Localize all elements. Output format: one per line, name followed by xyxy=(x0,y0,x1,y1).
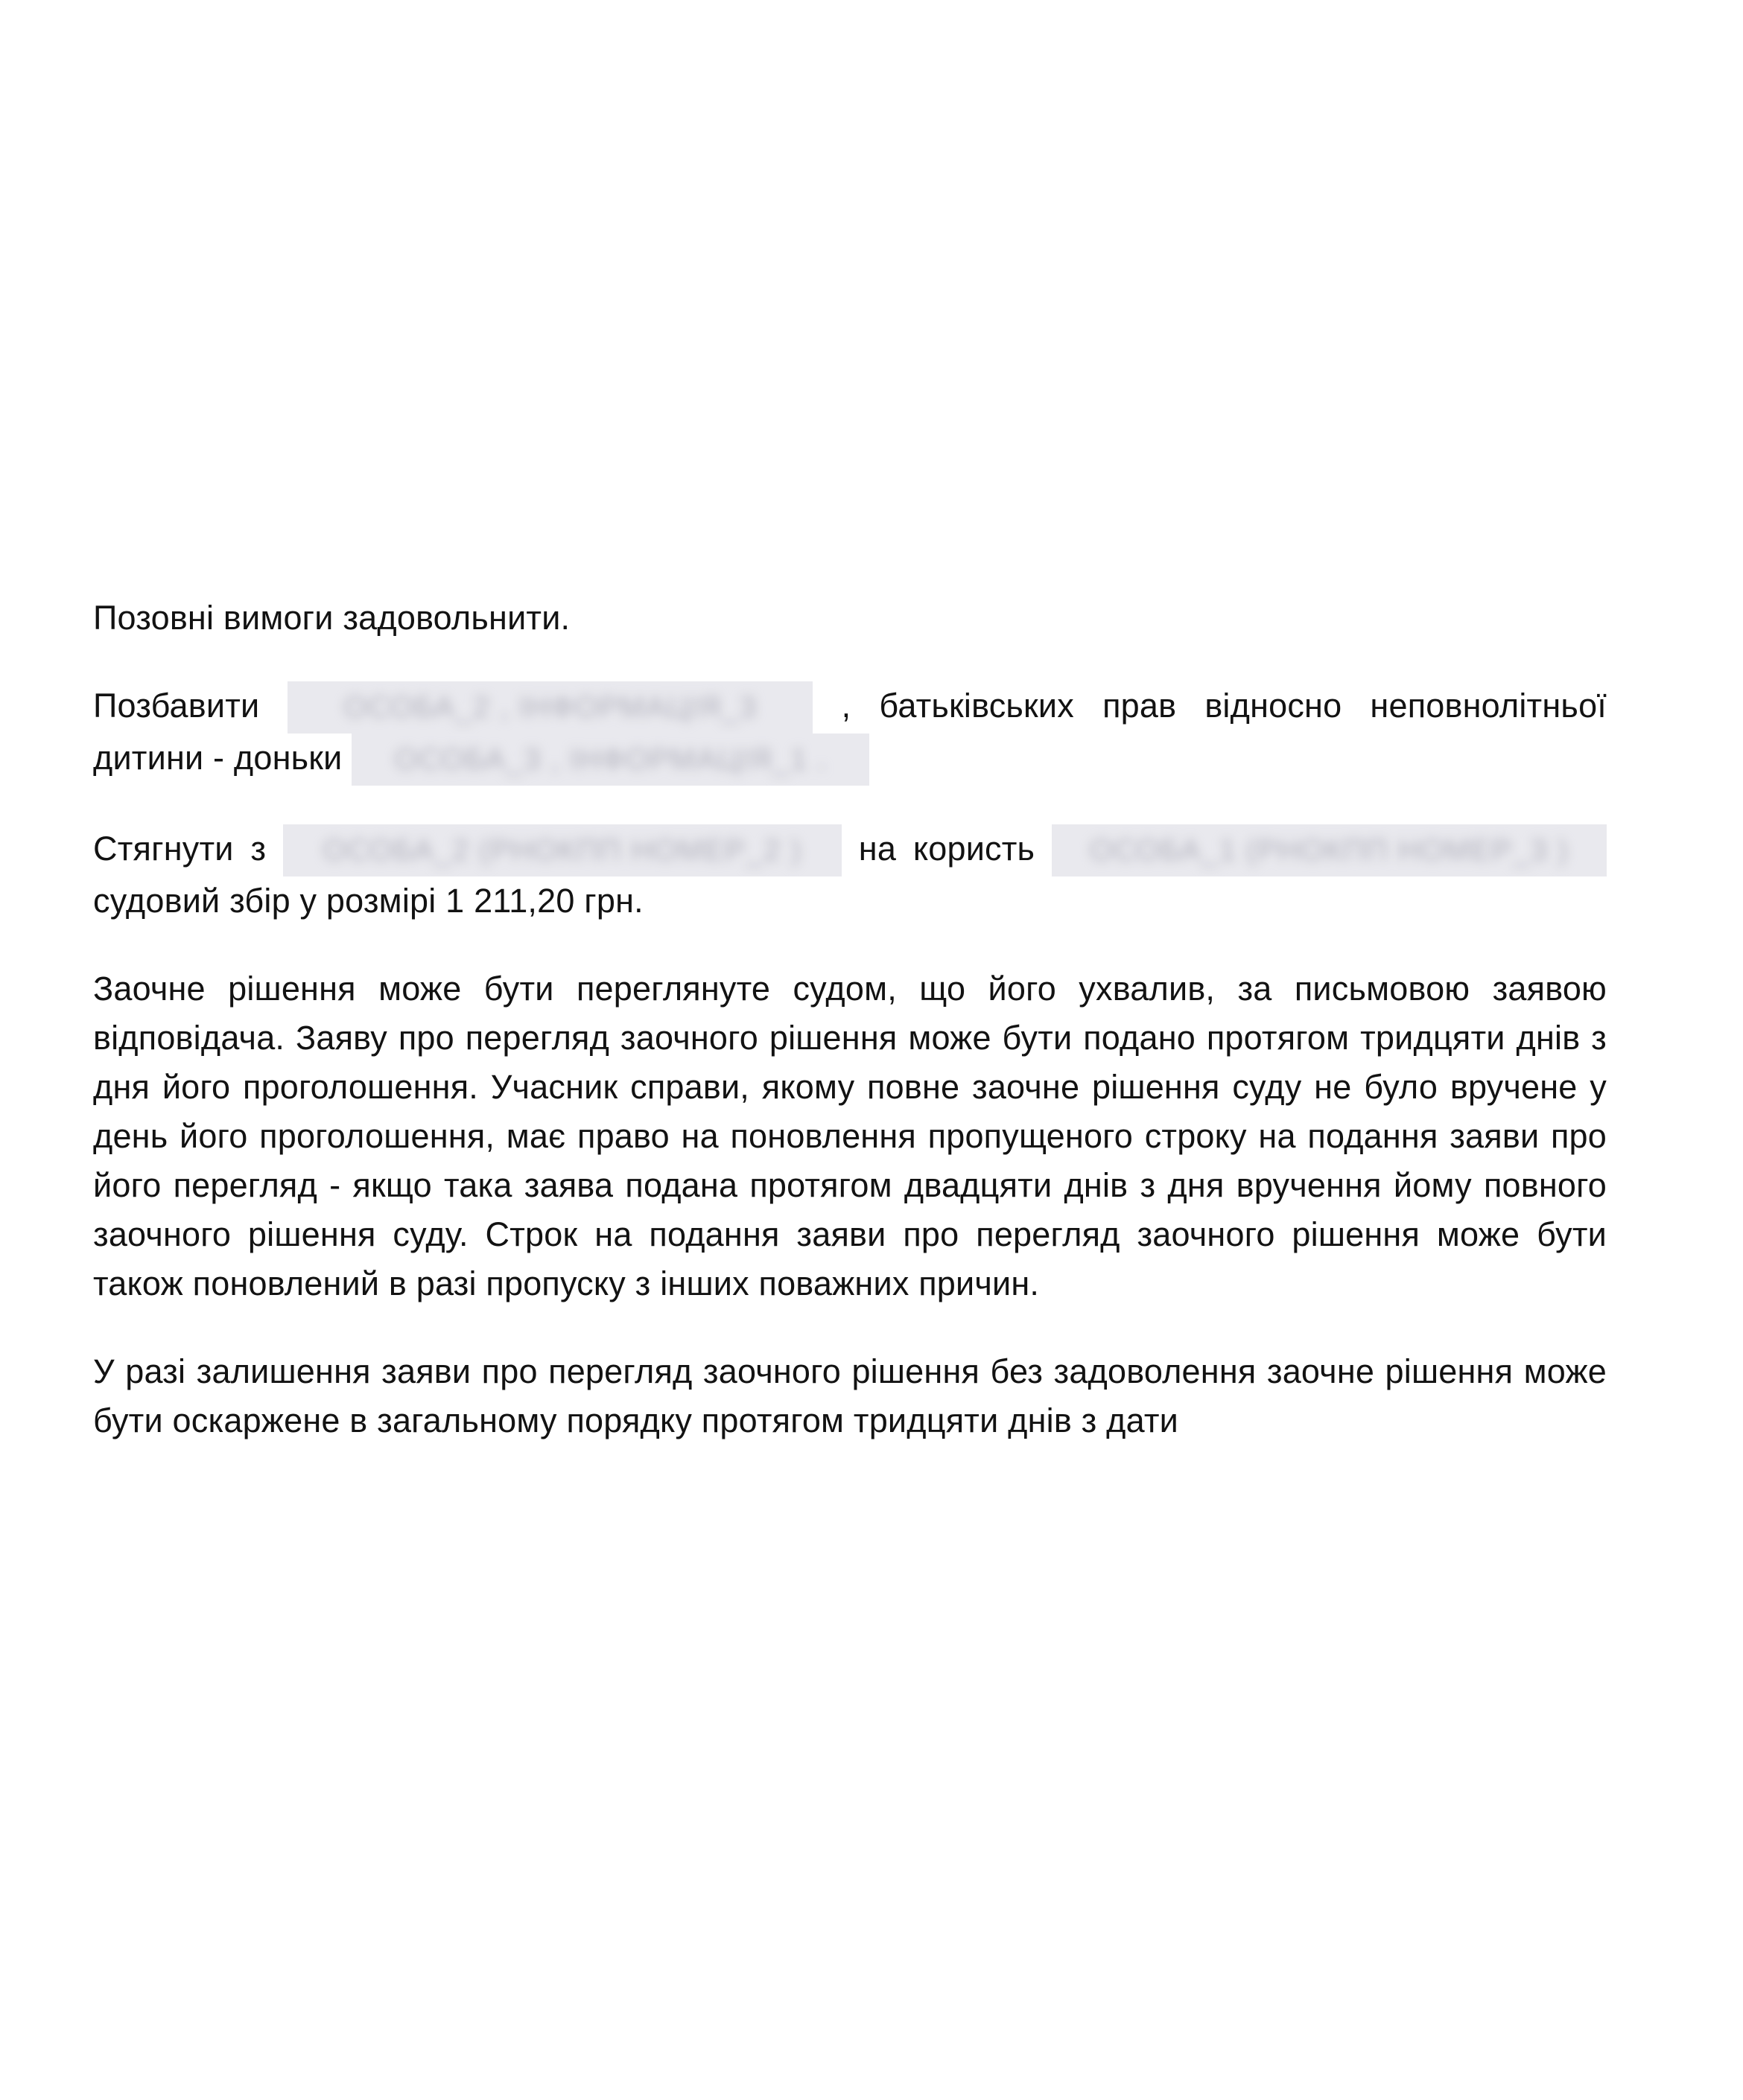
document-page xyxy=(93,594,1607,1484)
paragraph-text-segment: Стягнути з xyxy=(93,830,283,868)
paragraph-court-fee xyxy=(93,824,1607,926)
paragraph-text-segment: на користь xyxy=(842,830,1052,868)
redacted-blurred-text: ОСОБА_2 , ІНФОРМАЦІЯ_3 xyxy=(343,691,758,724)
paragraph-appeal-procedure xyxy=(93,1347,1607,1445)
paragraph-text-segment: У разі залишення заяви про перегляд заочного рішення без задоволення заочне рішення може бути оскаржене в загальному порядку протягом тридцяти днів з дати xyxy=(93,1352,1607,1439)
redacted-blurred-text: ОСОБА_2 (РНОКПП НОМЕР_2 ) xyxy=(323,834,802,867)
redacted-text-box xyxy=(288,681,813,734)
paragraph-text-segment: , батьківських прав відносно неповнолітньої дитини - доньки xyxy=(93,687,1607,777)
paragraph-default-judgment-review xyxy=(93,964,1607,1308)
paragraph-text-segment: Позовні вимоги задовольнити. xyxy=(93,599,571,637)
redacted-blurred-text: ОСОБА_1 (РНОКПП НОМЕР_3 ) xyxy=(1090,834,1569,867)
redacted-text-box xyxy=(1052,824,1607,876)
paragraph-deprive-parental-rights xyxy=(93,681,1607,786)
paragraph-text-segment: судовий збір у розмірі 1 211,20 грн. xyxy=(93,882,644,920)
paragraph-text-segment: Позбавити xyxy=(93,687,288,725)
redacted-text-box xyxy=(352,734,869,786)
redacted-blurred-text: ОСОБА_3 , ІНФОРМАЦІЯ_1 . xyxy=(394,743,827,776)
redacted-text-box xyxy=(283,824,842,876)
paragraph-ruling-satisfy xyxy=(93,594,1607,643)
paragraph-text-segment: Заочне рішення може бути переглянуте судом, що його ухвалив, за письмовою заявою відповідача. Заяву про перегляд заочного рішення може бути подано протягом тридцяти днів з дня його проголошення. Учасник справи, якому повне заочне рішення суду не було вручене у день його проголошення, має право на поновлення пропущеного строку на подання заяви про його перегляд - якщо така заява подана протягом двадцяти днів з дня вручення йому повного заочного рішення суду. Строк на подання заяви про перегляд заочного рішення може бути також поновлений в разі пропуску з інших поважних причин. xyxy=(93,970,1607,1302)
